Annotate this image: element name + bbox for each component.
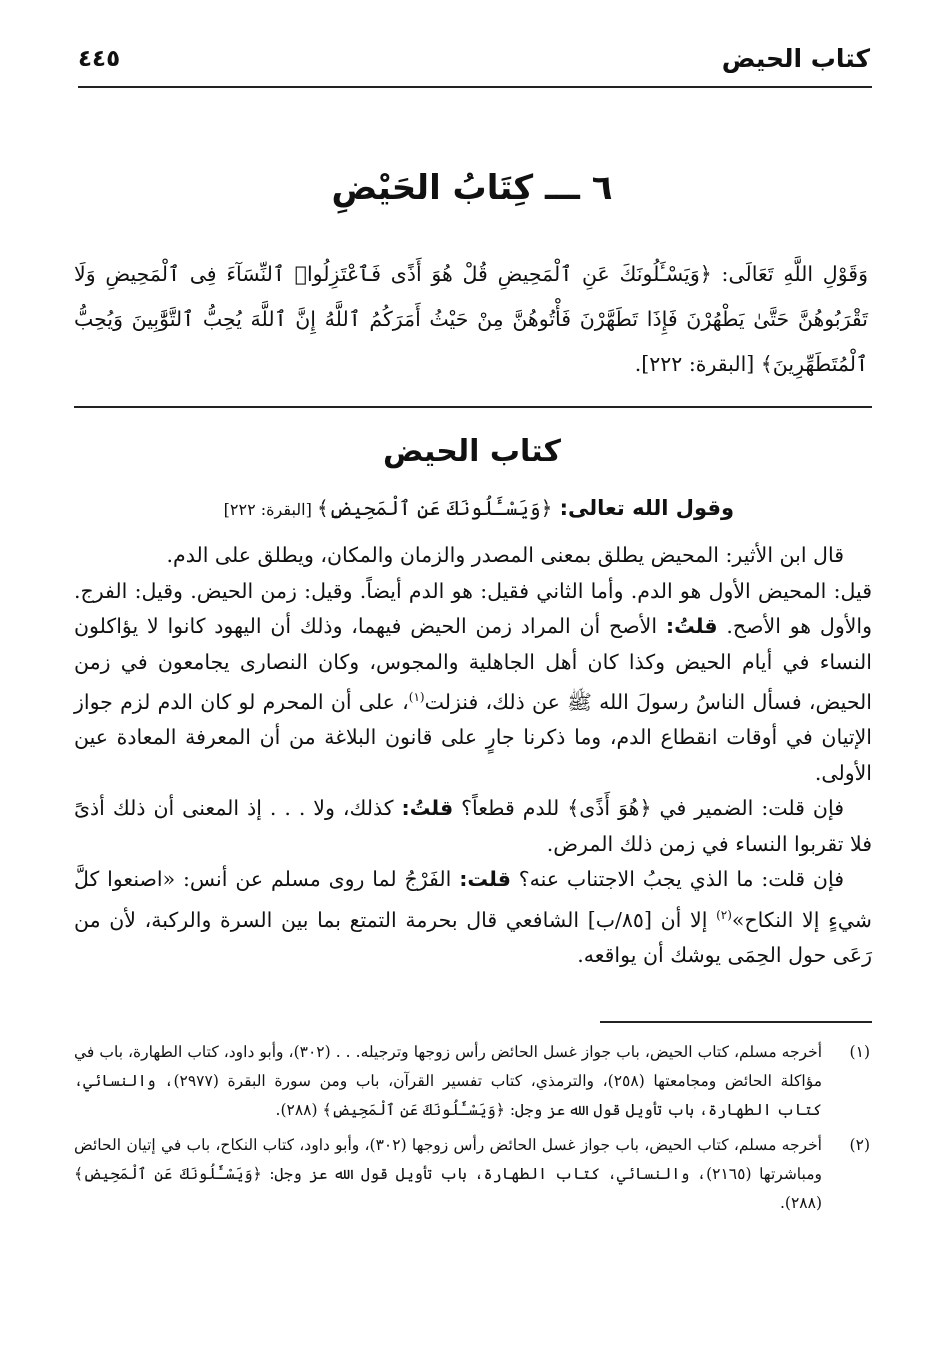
paragraph-2-text-b: الأصح أن المراد زمن الحيض فيهما، وذلك أن اليهود كانوا لا يؤاكلون النساء في أيام الحيض وكذا كان أهل الجاهلية والمجوس، وكان النصارى يجامعون في زمن الحيض، فسأل الناسُ رسولَ الله ﷺ عن ذلك، فنزلت xyxy=(74,614,872,714)
paragraph-3-text-a: فإن قلت: الضمير في xyxy=(651,796,845,821)
footnote-quran: ﴿وَيَسْـَٔلُونَكَ عَنِ ٱلْمَحِيضِ﴾ xyxy=(322,1101,505,1119)
footnote-text: أخرجه مسلم، كتاب الحيض، باب جواز غسل الحائض رأس زوجها وترجيله. . . (٣٠٢)، وأبو داود، كتاب الطهارة، باب في مؤاكلة الحائض ومجامعتها (٢٥٨)، والترمذي، كتاب تفسير القرآن، باب ومن سورة البقرة (٢٩٧٧)، والنسائي، كتاب الطهارة، باب تأويل قول الله عز وجل: xyxy=(74,1043,823,1119)
lemma-lead: وقول الله تعالى: xyxy=(552,496,734,520)
verse-quran: ﴿وَيَسْـَٔلُونَكَ عَنِ ٱلْمَحِيضِ قُلْ هُوَ أَذًى فَٱعْتَزِلُوا۟ ٱلنِّسَآءَ فِى ٱلْمَحِيضِ وَلَا تَقْرَبُوهُنَّ حَتَّىٰ يَطْهُرْنَ فَإِذَا تَطَهَّرْنَ فَأْتُوهُنَّ مِنْ حَيْثُ أَمَرَكُمُ ٱللَّهُ إِنَّ ٱللَّهَ يُحِبُّ ٱلتَّوَّٰبِينَ وَيُحِبُّ ٱلْمُتَطَهِّرِينَ﴾ xyxy=(74,262,868,376)
paragraph-3-quran: ﴿هُوَ أَذًى﴾ xyxy=(567,796,652,821)
paragraph-4-text-c: إلا أن [٨٥/ب] الشافعي قال بحرمة التمتع بما بين السرة والركبة، لأن من رَعَى حول الحِمَى يوشك أن يواقعه. xyxy=(74,907,872,968)
header-rule xyxy=(78,86,872,88)
paragraph-3-text-b: للدم قطعاً؟ xyxy=(453,796,568,821)
page-number: ٤٤٥ xyxy=(78,46,121,72)
qult-label: قلت: xyxy=(459,867,511,892)
paragraph-3-text-c: كذلك، ولا . . . إذ المعنى أن ذلك أذىً فلا تقربوا النساء في زمن ذلك المرض. xyxy=(74,796,872,856)
verse-intro: وَقَوْلِ اللَّهِ تَعَالَى: xyxy=(711,262,868,286)
footnote-2 xyxy=(74,1131,870,1218)
verse-reference: [البقرة: ٢٢٢]. xyxy=(634,352,761,376)
paragraph-1-text: قال ابن الأثير: المحيض يطلق بمعنى المصدر والزمان والمكان، ويطلق على الدم. xyxy=(166,543,844,567)
footnote-text-end: (٢٨٨). xyxy=(779,1194,822,1212)
section-title: كتاب الحيض xyxy=(383,434,561,469)
paragraph-2-text-a: قيل: المحيض الأول هو الدم. وأما الثاني فقيل: هو الدم أيضاً. وقيل: زمن الحيض. وقيل: الفرج. والأول هو الأصح. xyxy=(74,578,872,638)
footnote-ref-2[interactable]: (٢) xyxy=(716,907,732,922)
footnote-number: (١) xyxy=(849,1043,870,1061)
footnotes xyxy=(74,1038,870,1224)
footnote-text-end: (٢٨٨). xyxy=(275,1101,323,1119)
running-title: كتاب الحيض xyxy=(721,44,870,73)
qult-label: قلتُ: xyxy=(401,796,454,821)
footnote-ref-1[interactable]: (١) xyxy=(408,690,425,704)
footnote-1 xyxy=(74,1038,870,1125)
lemma-line xyxy=(74,496,734,520)
paragraph-4-text-b: الفَرْجُ لما روى مسلم عن أنس: «اصنعوا كلَّ شيءٍ إلا النكاح» xyxy=(74,867,872,932)
chapter-verse xyxy=(74,252,868,387)
paragraph-2 xyxy=(74,574,872,792)
paragraph-2-text-c: ، على أن المحرم لو كان الدم لزم جواز الإتيان في أوقات انقطاع الدم، وما ذكرنا جارٍ على قانون البلاغة من أن المعرفة المعادة عين الأولى. xyxy=(74,689,872,785)
paragraph-3 xyxy=(74,791,872,862)
paragraph-4-text-a: فإن قلت: ما الذي يجبُ الاجتناب عنه؟ xyxy=(510,867,844,892)
lemma-reference: [البقرة: ٢٢٢] xyxy=(223,500,317,519)
qult-label: قلتُ: xyxy=(665,614,718,638)
section-divider xyxy=(74,406,872,408)
footnote-text: أخرجه مسلم، كتاب الحيض، باب جواز غسل الحائض رأس زوجها (٣٠٢)، وأبو داود، كتاب النكاح، باب في إتيان الحائض ومباشرتها (٢١٦٥)، والنسائي، كتاب الطهارة، باب تأويل قول الله عز وجل: xyxy=(74,1136,822,1183)
commentary-body xyxy=(74,538,872,974)
footnote-quran: ﴿وَيَسْـَٔلُونَكَ عَنِ ٱلْمَحِيضِ﴾ xyxy=(74,1165,262,1183)
book-title: ٦ ـــ كِتَابُ الحَيْضِ xyxy=(331,168,613,208)
footnote-rule xyxy=(600,1021,872,1023)
running-header xyxy=(78,44,870,84)
footnote-number: (٢) xyxy=(849,1136,870,1154)
paragraph-4 xyxy=(74,862,872,973)
paragraph-1 xyxy=(74,538,872,574)
lemma-quran: ﴿وَيَسْـَٔلُونَكَ عَنِ ٱلْمَحِيضِ﴾ xyxy=(316,496,553,520)
